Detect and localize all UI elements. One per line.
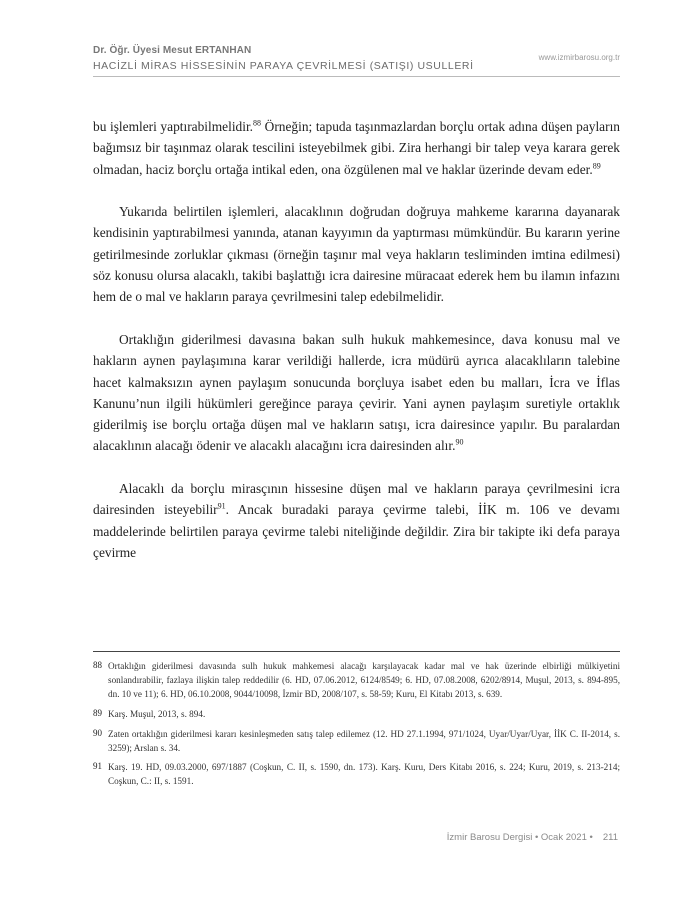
body-text xyxy=(93,116,620,563)
footnote-89 xyxy=(93,708,620,722)
footnote-number: 89 xyxy=(93,707,102,718)
footnote-text: Zaten ortaklığın giderilmesi kararı kesinleşmeden satış talep edilemez (12. HD 27.1.1994, 971/1024, Uyar/Uyar/Uyar, İİK C. II-2014, s. 3259); Arslan s. 34. xyxy=(108,728,620,753)
paragraph-4: Alacaklı da borçlu mirasçının hissesine düşen mal ve hakların paraya çevrilmesini icra dairesinden isteyebilir$^{91}$. Ancak buradaki paraya çevirme talebi, İİK m. 106 ve devamı maddelerinde belirtilen paraya çevirme talebi niteliğinde değildir. Zira bir takipte iki defa paraya çevirme xyxy=(93,481,621,560)
footnote-90 xyxy=(93,728,620,756)
website-link[interactable]: www.izmirbarosu.org.tr xyxy=(538,53,620,62)
paragraph-1: bu işlemleri yaptırabilmelidir.$^{88}$ Örneğin; tapuda taşınmazlardan borçlu ortak adına düşen payların bağımsız bir taşınmaz olarak tescilini isteyebilmek gibi. Zira herhangi bir talep veya karara gerek olmadan, haciz borçlu ortağa intikal eden, ona özgülenen mal ve haklar üzerinde devam eder.$^{89}$ xyxy=(93,118,620,177)
footnote-ref-88[interactable]: 88 xyxy=(253,118,262,128)
footnote-ref-89[interactable]: 89 xyxy=(592,161,601,171)
page-header xyxy=(0,0,700,90)
article-title: HACİZLİ MİRAS HİSSESİNİN PARAYA ÇEVRİLMESİ (SATIŞI) USULLERİ xyxy=(93,60,474,72)
footnote-text: Karş. Muşul, 2013, s. 894. xyxy=(108,708,206,719)
page-number: 211 xyxy=(602,832,618,843)
paragraph-3: Ortaklığın giderilmesi davasına bakan sulh hukuk mahkemesince, dava konusu mal ve hakların aynen paylaşımına karar verildiği hallerde, icra müdürü ayrıca alacaklıların talebine hacet kalmaksızın aynen paylaşım sonucunda borçluya isabet eden bu malları, İcra ve İflas Kanunu’nun ilgili hükümleri gereğince paraya çevirir. Yani aynen paylaşım suretiyle ortaklık giderilmiş ise borçlu ortağa düşen mal ve hakların satışı, icra dairesince yapılır. Bu paralardan alacaklının alacağı ödenir ve alacaklı alacağını icra dairesinden alır.$^{90}$ xyxy=(93,331,620,454)
footnote-ref-91[interactable]: 91 xyxy=(217,501,226,511)
footnote-88 xyxy=(93,660,620,702)
footnote-91 xyxy=(93,761,620,789)
header-divider xyxy=(93,76,620,77)
footnote-number: 88 xyxy=(93,660,102,670)
footnote-number: 91 xyxy=(93,761,102,772)
page-footer xyxy=(447,832,618,843)
footnote-ref-90[interactable]: 90 xyxy=(455,437,464,447)
footnotes xyxy=(93,660,620,795)
footnote-divider xyxy=(93,651,620,652)
journal-name: İzmir Barosu Dergisi • Ocak 2021 • xyxy=(446,832,593,843)
paragraph-2: Yukarıda belirtilen işlemleri, alacaklının doğrudan doğruya mahkeme kararına dayanarak kendisinin yaptırabilmesi yanında, atanan kayyımın da yaptırması mümkündür. Bu kararın yerine getirilmesinde zorluklar çıkması (örneğin taşınır mal veya hakların tesliminden imtina edilmesi) söz konusu olursa alacaklı, takibi başlattığı icra dairesine müracaat ederek hem bu ilamın infazını hem de o mal ve hakların paraya çevrilmesini talep edebilmelidir. xyxy=(93,204,620,305)
footnote-text: Karş. 19. HD, 09.03.2000, 697/1887 (Coşkun, C. II, s. 1590, dn. 173). Karş. Kuru, Ders Kitabı 2016, s. 224; Kuru, 2019, s. 213-214; Coşkun, C.: II, s. 1591. xyxy=(108,762,620,787)
footnote-text: Ortaklığın giderilmesi davasında sulh hukuk mahkemesi alacağı karşılayacak kadar mal ve hak üzerinde elbirliği mülkiyetini sonlandırabilir, fazlaya ilişkin talep reddedilir (6. HD, 07.06.2012, 6124/8549; 6. HD, 07.08.2008, 6202/8914, Muşul, 2013, s. 894-895, dn. 10 ve 11); 6. HD, 06.10.2008, 9044/10098, İzmir BD, 2008/107, s. 58-59; Kuru, El Kitabı 2013, s. 639. xyxy=(108,661,620,699)
footnote-number: 90 xyxy=(93,727,102,738)
author-name: Dr. Öğr. Üyesi Mesut ERTANHAN xyxy=(93,45,252,56)
